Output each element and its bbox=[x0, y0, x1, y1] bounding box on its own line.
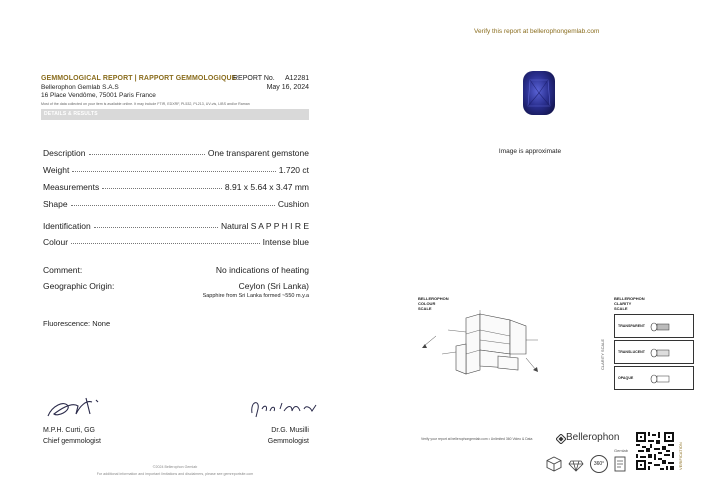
detail-label: Identification bbox=[43, 221, 91, 231]
colour-scale-diagram bbox=[418, 310, 558, 382]
verify-small-text: Verify your report at bellerophongemlab.com • Unlimited 360 Video & Data bbox=[421, 437, 533, 441]
video-360-icon: 360° bbox=[590, 455, 608, 473]
brand-name: Bellerophon bbox=[566, 432, 620, 443]
document-icon bbox=[612, 456, 628, 472]
brand-sub: Gemlab bbox=[614, 448, 629, 453]
section-bar-label: DETAILS & RESULTS bbox=[44, 111, 98, 117]
detail-label: Colour bbox=[43, 237, 69, 247]
signature-curti bbox=[42, 392, 104, 422]
detail-row-measurements bbox=[43, 180, 309, 192]
detail-row-colour bbox=[43, 235, 309, 247]
detail-label: Description bbox=[43, 148, 86, 158]
detail-value: One transparent gemstone bbox=[207, 148, 309, 158]
section-bar bbox=[41, 109, 309, 120]
comment-label: Comment: bbox=[43, 265, 83, 275]
clarity-side-label: CLARITY SCALE bbox=[600, 338, 605, 370]
detail-value: Cushion bbox=[277, 199, 309, 209]
detail-value: 8.91 x 5.64 x 3.47 mm bbox=[224, 182, 309, 192]
image-approx-note: Image is approximate bbox=[498, 148, 562, 155]
origin-label: Geographic Origin: bbox=[43, 281, 115, 291]
report-number-label: REPORT No. bbox=[233, 75, 275, 82]
detail-value: Intense blue bbox=[262, 237, 309, 247]
footer-info: For additional information and important limitations and disclaimers, please see gemreportsite.com bbox=[96, 472, 254, 476]
gem-facet-icon bbox=[568, 456, 584, 472]
clarity-level-translucent bbox=[614, 340, 694, 364]
signer-role-musilli: Gemmologist bbox=[267, 438, 309, 445]
signer-name-curti: M.P.H. Curti, GG bbox=[43, 427, 95, 434]
company-name: Bellerophon Gemlab S.A.S bbox=[41, 84, 119, 91]
clarity-level-opaque bbox=[614, 366, 694, 390]
footer-copyright: ©2024 Bellerophon Gemlab bbox=[152, 465, 198, 469]
clarity-level-label: OPAQUE bbox=[618, 376, 634, 380]
verify-link[interactable]: Verify this report at bellerophongemlab.com bbox=[474, 28, 600, 35]
report-title: GEMMOLOGICAL REPORT | RAPPORT GEMMOLOGIQUE bbox=[41, 75, 237, 82]
report-number: A12281 bbox=[285, 75, 310, 82]
detail-row-description bbox=[43, 146, 309, 158]
signature-musilli bbox=[248, 395, 320, 421]
clarity-scale-title bbox=[614, 296, 645, 311]
opaque-icon bbox=[649, 374, 677, 384]
detail-label: Shape bbox=[43, 199, 68, 209]
colour-scale-title-2: COLOUR bbox=[418, 301, 436, 306]
origin-value: Ceylon (Sri Lanka) bbox=[238, 281, 309, 291]
colour-scale-title-3: SCALE bbox=[418, 306, 432, 311]
clarity-scale-title-1: BELLEROPHON bbox=[614, 296, 645, 301]
detail-row-weight bbox=[43, 163, 309, 175]
transparent-icon bbox=[649, 322, 677, 332]
comment-value: No indications of heating bbox=[215, 265, 309, 275]
translucent-icon bbox=[649, 348, 677, 358]
detail-row-shape bbox=[43, 197, 309, 209]
clarity-level-label: TRANSPARENT bbox=[618, 324, 645, 328]
company-address: 16 Place Vendôme, 75001 Paris France bbox=[41, 92, 156, 99]
clarity-level-label: TRANSLUCENT bbox=[618, 350, 645, 354]
detail-value: 1.720 ct bbox=[278, 165, 309, 175]
signer-role-curti: Chief gemmologist bbox=[43, 438, 101, 445]
bellerophon-logo-icon bbox=[556, 434, 566, 444]
colour-scale-title bbox=[418, 296, 449, 311]
detail-row-identification bbox=[43, 219, 309, 231]
clarity-scale-title-3: SCALE bbox=[614, 306, 628, 311]
gemstone-image bbox=[522, 70, 556, 116]
origin-note: Sapphire from Sri Lanka formed ~550 m.y.a bbox=[202, 293, 309, 299]
qr-code[interactable] bbox=[636, 432, 674, 470]
verification-side-label: VERIFICATION bbox=[678, 442, 683, 470]
clarity-scale-title-2: CLARITY bbox=[614, 301, 632, 306]
cube-icon bbox=[546, 456, 562, 472]
colour-scale-title-1: BELLEROPHON bbox=[418, 296, 449, 301]
signer-name-musilli: Dr.G. Musilli bbox=[271, 427, 309, 434]
fine-print: Most of the data collected on your item is available online. It may include FTIR, EDXRF, PL532, PL213, UV-vis, LIBS and/or Raman bbox=[41, 102, 250, 106]
fluorescence: Fluorescence: None bbox=[43, 319, 111, 328]
clarity-level-transparent bbox=[614, 314, 694, 338]
report-date: May 16, 2024 bbox=[266, 84, 309, 91]
detail-label: Measurements bbox=[43, 182, 100, 192]
detail-value: Natural S A P P H I R E bbox=[220, 221, 309, 231]
detail-label: Weight bbox=[43, 165, 70, 175]
